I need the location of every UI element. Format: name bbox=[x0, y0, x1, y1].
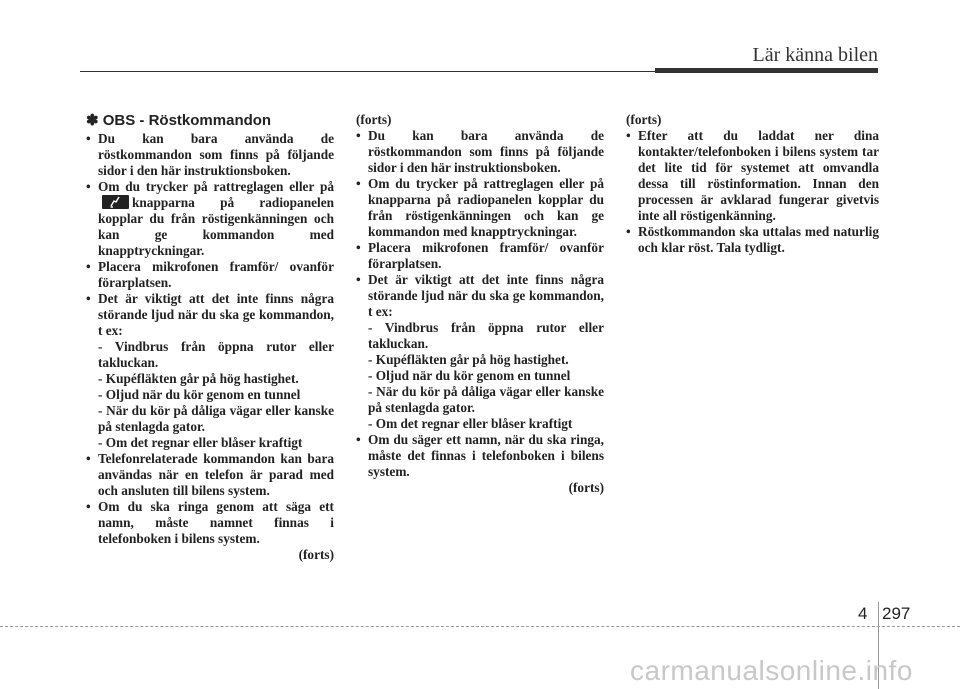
list-item: • Efter att du laddat ner dina kontakter/telefonboken i bilens system tar det lite tid för systemet att omvandla dessa till röstinformation. Innan den processen är avklarad fungerar givetvis inte all röstigenkänning. bbox=[626, 128, 879, 224]
sub-item: - Oljud när du kör genom en tunnel bbox=[98, 387, 301, 402]
sub-item: - Vindbrus från öppna rutor eller takluckan. bbox=[98, 339, 334, 370]
watermark: carmanualsonline.info bbox=[630, 655, 913, 686]
list-item: • Om du trycker på rattreglagen eller på knapparna på radiopanelen kopplar du från röstigenkänningen och kan ge kommandon med knapptryckningar. bbox=[356, 176, 604, 240]
section-title-text: OBS - Röstkommandon bbox=[102, 112, 272, 129]
sub-item: - När du kör på dåliga vägar eller kanske på stenlagda gator. bbox=[98, 403, 334, 434]
sub-item: - Vindbrus från öppna rutor eller takluckan. bbox=[368, 320, 604, 351]
section-title bbox=[86, 112, 334, 130]
list-item: • Röstkommandon ska uttalas med naturlig och klar röst. Tala tydligt. bbox=[626, 224, 879, 256]
chapter-number: 4 bbox=[858, 604, 868, 623]
continued-label: (forts) bbox=[626, 112, 662, 127]
list-item bbox=[86, 179, 334, 259]
sub-item: - Kupéfläkten går på hög hastighet. bbox=[368, 352, 569, 367]
footer-divider bbox=[0, 626, 960, 627]
note-list bbox=[356, 128, 604, 480]
asterisk-icon: ✽ bbox=[86, 112, 99, 129]
list-item-text: Det är viktigt att det inte finns några störande ljud när du ska ge kommandon, t ex: bbox=[368, 272, 604, 319]
continued-label: (forts) bbox=[298, 547, 334, 562]
list-item-text: knapparna på radiopanelen kopplar du från röstigenkänningen och kan ge kommandon med knapptryckningar. bbox=[98, 195, 334, 258]
voice-talk-icon bbox=[102, 195, 129, 209]
sub-item: - Oljud när du kör genom en tunnel bbox=[368, 368, 571, 383]
list-item: • Placera mikrofonen framför/ ovanför förarplatsen. bbox=[86, 259, 334, 291]
sub-item: - Om det regnar eller blåser kraftigt bbox=[368, 416, 573, 431]
list-item: • Placera mikrofonen framför/ ovanför förarplatsen. bbox=[356, 240, 604, 272]
column-3 bbox=[626, 112, 879, 256]
list-item: • Om du säger ett namn, när du ska ringa, måste det finnas i telefonboken i bilens system. bbox=[356, 432, 604, 480]
list-item-text: Om du trycker på rattreglagen eller på bbox=[98, 179, 334, 194]
list-item: • Du kan bara använda de röstkommandon som finns på följande sidor i den här instruktionsboken. bbox=[356, 128, 604, 176]
list-item: • Om du ska ringa genom att säga ett namn, måste namnet finnas i telefonboken i bilens system. bbox=[86, 499, 334, 547]
list-item bbox=[356, 272, 604, 432]
continued-label: (forts) bbox=[568, 480, 604, 495]
list-item: • Telefonrelaterade kommandon kan bara användas när en telefon är parad med och ansluten till bilens system. bbox=[86, 451, 334, 499]
continued-label: (forts) bbox=[356, 112, 392, 127]
list-item: • Du kan bara använda de röstkommandon som finns på följande sidor i den här instruktionsboken. bbox=[86, 131, 334, 179]
note-list bbox=[626, 128, 879, 256]
column-1 bbox=[86, 112, 334, 563]
list-item-text: Det är viktigt att det inte finns några störande ljud när du ska ge kommandon, t ex: bbox=[98, 291, 334, 338]
column-2 bbox=[356, 112, 604, 496]
page-number: 297 bbox=[882, 604, 911, 623]
list-item bbox=[86, 291, 334, 451]
sub-item: - Kupéfläkten går på hög hastighet. bbox=[98, 371, 299, 386]
sub-item: - När du kör på dåliga vägar eller kanske på stenlagda gator. bbox=[368, 384, 604, 415]
page-header-title: Lär känna bilen bbox=[752, 44, 878, 66]
header-divider-accent bbox=[655, 68, 878, 73]
note-list bbox=[86, 131, 334, 547]
sub-item: - Om det regnar eller blåser kraftigt bbox=[98, 435, 303, 450]
